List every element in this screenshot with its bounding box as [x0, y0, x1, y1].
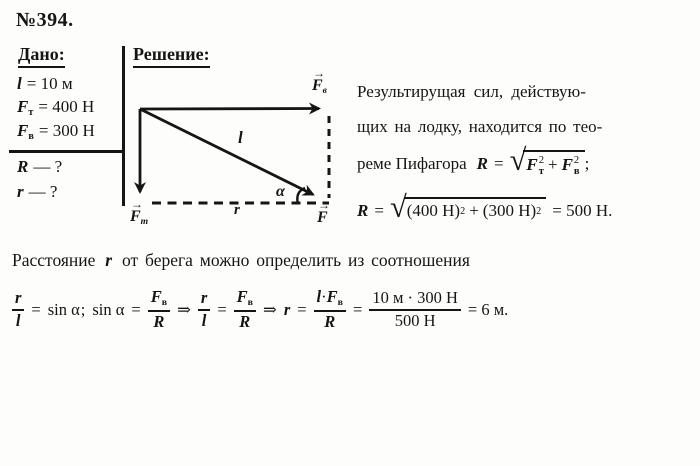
given-separator-line	[9, 150, 123, 153]
find-R-line	[17, 157, 62, 177]
formula1-semicolon: ;	[584, 154, 590, 173]
value-ft: = 400 Н	[38, 97, 95, 116]
given-length-line	[17, 74, 73, 94]
final-formula	[12, 282, 515, 338]
formula2-plus: +	[469, 201, 479, 221]
paragraph-line-2: щих на лодку, находится по тео-	[357, 116, 603, 136]
sin-alpha: sin α	[47, 300, 80, 319]
term-300-sup: 2	[536, 205, 542, 217]
formula2-R: R	[357, 201, 369, 220]
force-wind-label	[312, 66, 327, 96]
term-300: (300 Н)	[482, 201, 537, 221]
implies-arrow: ⇒	[177, 300, 191, 319]
sin-alpha: sin α	[92, 300, 125, 319]
given-force-wind-line	[17, 121, 95, 142]
f-base: F	[561, 155, 573, 175]
force-wind-base: F	[312, 77, 323, 94]
sqrt-icon: √	[509, 143, 527, 178]
f-base: F	[526, 155, 538, 175]
equals-sign: =	[217, 300, 227, 319]
frac-den: R	[324, 311, 336, 331]
force-current-base: F	[130, 208, 141, 225]
formula1-radicand	[523, 150, 584, 176]
vector-arrow-icon: →	[318, 198, 329, 212]
force-wind-sub: в	[322, 84, 327, 96]
find-r-line	[17, 182, 57, 202]
frac-den: l	[201, 311, 207, 330]
frac-num: F	[236, 287, 248, 307]
multiply-dot: ·	[321, 287, 327, 307]
value-l: = 10 м	[26, 74, 73, 93]
r-variable: r	[283, 300, 291, 319]
f-sup: 2	[573, 155, 580, 167]
paragraph-line-3	[357, 144, 699, 184]
paragraph-line-3-lead: реме Пифагора	[357, 154, 467, 173]
formula2-result: = 500 Н.	[552, 201, 613, 220]
frac-den: l	[15, 311, 21, 330]
frac-den: R	[153, 311, 165, 331]
length-l-label: l	[238, 128, 243, 147]
solution-paragraph	[357, 74, 699, 184]
force-current-squared	[526, 154, 544, 176]
find-r-question: — ?	[28, 182, 58, 201]
equals-sign: =	[297, 300, 307, 319]
bottom-text-after: от берега можно определить из соотношения	[121, 250, 470, 270]
final-result: = 6 м.	[467, 300, 509, 319]
formula2-square-root	[389, 190, 546, 225]
solution-title	[133, 44, 210, 68]
frac-den-values: 500 Н	[394, 311, 436, 330]
semicolon: ;	[80, 300, 86, 319]
fraction-fb-over-R	[234, 288, 256, 331]
formula-R-numeric	[357, 188, 612, 234]
force-current-label	[130, 197, 149, 227]
fraction-r-over-l	[12, 289, 24, 331]
frac-num-sub: в	[337, 297, 343, 309]
solution-title-text: Решение:	[133, 44, 210, 68]
frac-num-sub: в	[161, 297, 168, 309]
bottom-sentence	[12, 250, 470, 271]
vector-arrow-icon: →	[313, 66, 324, 80]
paragraph-line-1: Результирущая сил, действую-	[357, 81, 586, 101]
given-force-current-line	[17, 97, 94, 118]
distance-r-label: r	[234, 202, 240, 218]
formula1-equals: =	[493, 154, 504, 173]
fraction-lfb-over-R	[314, 288, 346, 331]
var-R: R	[17, 157, 29, 176]
find-R-question: — ?	[33, 157, 63, 176]
f-sub: т	[538, 166, 544, 178]
given-title-text: Дано:	[18, 44, 65, 68]
f-sub: в	[573, 166, 580, 178]
frac-num-values: 10 м · 300 Н	[369, 289, 461, 311]
equals-sign: =	[353, 300, 363, 319]
implies-arrow: ⇒	[262, 300, 277, 319]
formula2-radicand	[404, 197, 547, 221]
var-ft: F	[17, 97, 29, 116]
problem-number: №394.	[16, 9, 74, 31]
frac-num-l: l	[316, 287, 322, 307]
force-current-sub: т	[140, 215, 149, 227]
angle-alpha-label: α	[276, 183, 285, 200]
force-result-label	[317, 198, 329, 226]
force-result-base: F	[317, 209, 328, 226]
vector-arrow-icon: →	[131, 197, 142, 211]
term-400: (400 Н)	[406, 201, 461, 221]
force-wind-arrow	[140, 109, 319, 110]
value-fb: = 300 Н	[38, 121, 95, 140]
force-wind-squared	[562, 154, 580, 176]
frac-num: F	[150, 287, 162, 307]
formula1-square-root	[509, 143, 585, 178]
formula1-plus: +	[547, 155, 558, 175]
fraction-fb-over-R	[148, 288, 170, 331]
var-fb-sub: в	[28, 131, 34, 143]
term-400-sup: 2	[460, 205, 466, 217]
var-fb: F	[17, 121, 29, 140]
frac-num-sub: в	[247, 297, 253, 309]
frac-num-f: F	[326, 287, 338, 307]
equals-sign: =	[131, 300, 141, 319]
given-title	[18, 44, 65, 68]
fraction-r-over-l	[198, 289, 210, 331]
fraction-values	[369, 289, 461, 331]
frac-num: r	[15, 288, 22, 308]
bottom-text-before: Расстояние	[12, 250, 96, 270]
var-r: r	[17, 182, 24, 201]
formula1-R: R	[476, 154, 488, 173]
formula2-equals: =	[374, 201, 384, 220]
var-ft-sub: т	[28, 107, 34, 119]
bottom-r-var: r	[105, 250, 113, 270]
equals-sign: =	[31, 300, 41, 319]
f-sup: 2	[538, 155, 544, 167]
sqrt-icon: √	[389, 190, 407, 225]
frac-num: r	[200, 288, 208, 308]
path-l-arrow	[140, 109, 313, 195]
var-l: l	[17, 74, 22, 93]
frac-den: R	[239, 311, 251, 331]
